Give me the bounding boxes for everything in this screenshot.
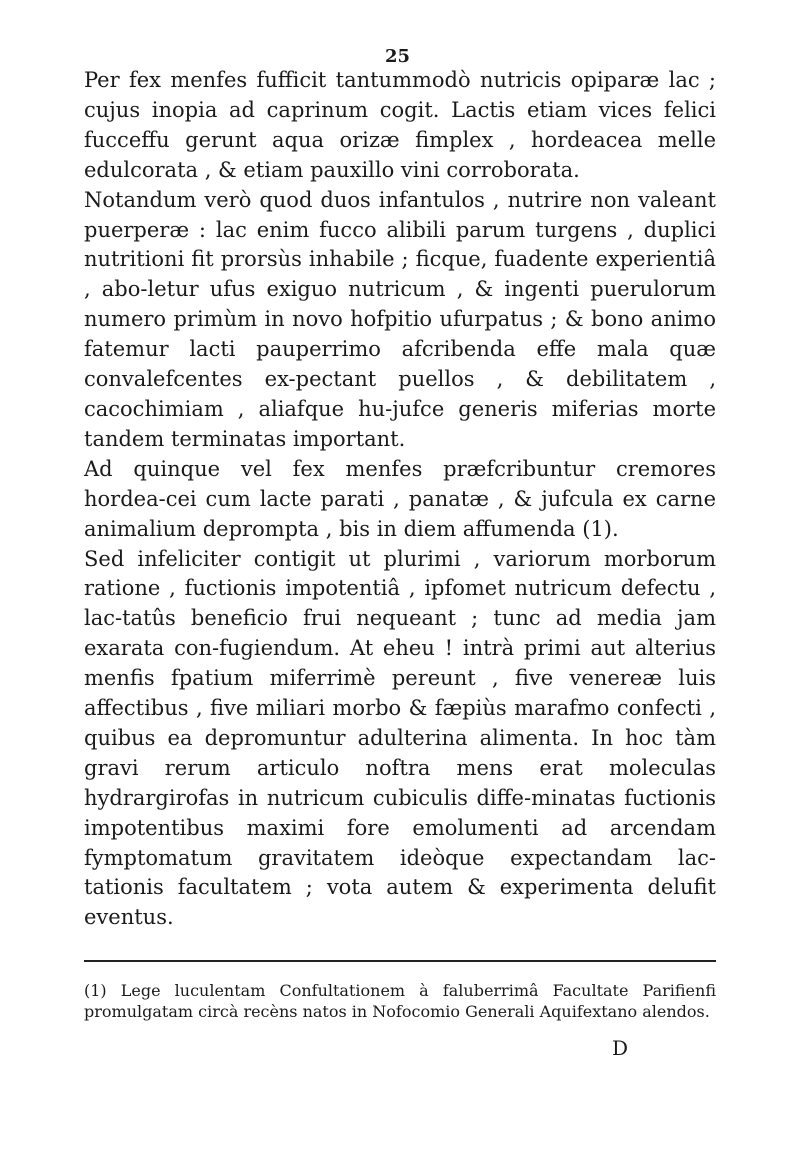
footnote: (1) Lege luculentam Confultationem à faluberrimâ Facultate Parifienfi promulgatam circà recèns natos in Nofocomio Generali Aquifextano alendos. xyxy=(84,981,716,1021)
signature-mark: D xyxy=(612,1036,629,1060)
footnote-rule xyxy=(84,960,716,962)
paragraph-4: Sed infeliciter contigit ut plurimi , variorum morborum ratione , fuctionis impotentiâ , ipfomet nutricum defectu , lac-tatûs beneficio frui nequeant ; tunc ad media jam exarata con-fugiendum. At eheu ! intrà primi aut alterius menfis fpatium miferrimè pereunt , five venereæ luis affectibus , five miliari morbo & fæpiùs marafmo confecti , quibus ea depromuntur adulterina alimenta. In hoc tàm gravi rerum articulo noftra mens erat moleculas hydrargirofas in nutricum cubiculis diffe-minatas fuctionis impotentibus maximi fore emolumenti ad arcendam fymptomatum gravitatem ideòque expectandam lac-tationis facultatem ; vota autem & experimenta delufit eventus. xyxy=(84,546,716,930)
paragraph-1: Per fex menfes fufficit tantummodò nutricis opiparæ lac ; cujus inopia ad caprinum cogit. Lactis etiam vices felici fucceffu gerunt aqua orizæ fimplex , hordeacea melle edulcorata , & etiam pauxillo vini corroborata. xyxy=(84,68,716,182)
page-number: 25 xyxy=(385,46,411,67)
paragraph-2: Notandum verò quod duos infantulos , nutrire non valeant puerperæ : lac enim fucco alibili parum turgens , duplici nutritioni fit prorsùs inhabile ; ficque, fuadente experientiâ , abo-letur ufus exiguo nutricum , & ingenti puerulorum numero primùm in novo hofpitio ufurpatus ; & bono animo fatemur lacti pauperrimo afcribenda effe mala quæ convalefcentes ex-pectant puellos , & debilitatem , cacochimiam , aliafque hu-jufce generis miferias morte tandem terminatas important. xyxy=(84,187,716,451)
main-text xyxy=(84,66,716,933)
paragraph-3: Ad quinque vel fex menfes præfcribuntur cremores hordea-cei cum lacte parati , panatæ , & jufcula ex carne animalium deprompta , bis in diem affumenda (1). xyxy=(84,456,716,541)
